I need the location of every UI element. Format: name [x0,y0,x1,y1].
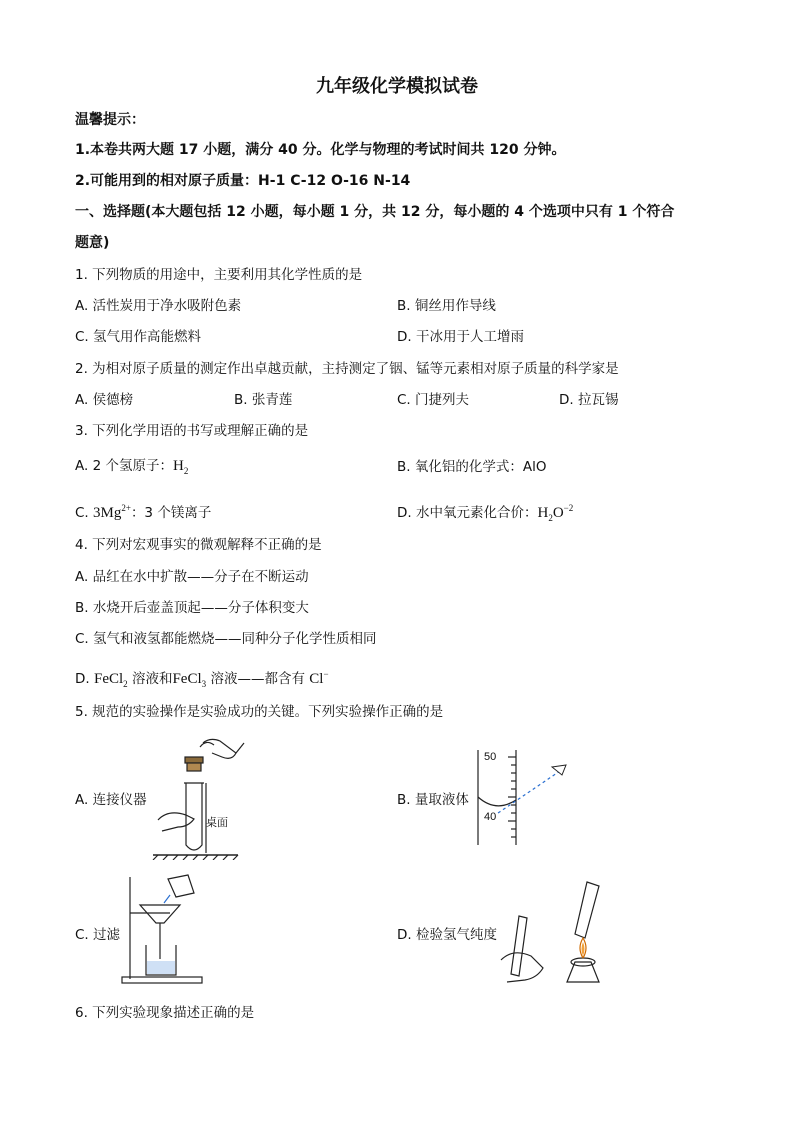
q4-option-a: A. 品红在水中扩散——分子在不断运动 [75,569,309,585]
figure-hydrogen-test [495,878,615,988]
q3-option-c: C. $3Mg^{2+}$：3 个镁离子 [75,503,212,521]
scale-label-top: 50 [484,751,497,763]
eye-icon [552,765,566,775]
q3-formula-h2: $H_2$ [172,458,189,476]
q5-option-c: C. 过滤 [75,927,121,943]
q2-option-d: D. 拉瓦锡 [559,392,619,408]
q4-stem: 4. 下列对宏观事实的微观解释不正确的是 [75,537,322,553]
notice-item-2: 2.可能用到的相对原子质量：H-1 C-12 O-16 N-14 [75,173,411,189]
scale-label-bottom: 40 [484,811,497,823]
figure-connect-apparatus [148,735,248,860]
q3-stem: 3. 下列化学用语的书写或理解正确的是 [75,423,309,439]
q4-option-d: D. FeCl$_2$ 溶液和FeCl$_3$ 溶液——都含有 Cl− [75,669,329,689]
q3-option-a [75,457,188,480]
q2-option-a: A. 侯德榜 [75,392,134,408]
q1-option-d: D. 干冰用于人工增雨 [397,329,524,345]
q3-option-a-text: A. 2 个氢原子： [75,458,173,474]
q6-stem: 6. 下列实验现象描述正确的是 [75,1005,255,1021]
q2-option-b: B. 张青莲 [234,392,293,408]
q5-option-a: A. 连接仪器 [75,792,147,808]
beaker-liquid [147,961,175,974]
q1-option-c: C. 氢气用作高能燃料 [75,329,202,345]
q2-stem: 2. 为相对原子质量的测定作出卓越贡献，主持测定了铟、锰等元素相对原子质量的科学家是 [75,361,619,377]
q3-option-d: D. 水中氧元素化合价：$H_2O^{-2}$ [397,503,574,523]
q3-option-b: B. 氧化铝的化学式：AlO [397,459,547,475]
q3-formula-mg: $3Mg^{2+}$ [93,503,131,521]
q4-option-b: B. 水烧开后壶盖顶起——分子体积变大 [75,600,309,616]
flame-icon [582,942,585,956]
figure-label-desk: 桌面 [206,816,228,829]
q5-stem: 5. 规范的实验操作是实验成功的关键。下列实验操作正确的是 [75,704,444,720]
notice-heading: 温馨提示： [75,112,145,128]
notice-item-1: 1.本卷共两大题 17 小题，满分 40 分。化学与物理的考试时间共 120 分钟。 [75,142,566,158]
q5-option-b: B. 量取液体 [397,792,469,808]
q1-option-a: A. 活性炭用于净水吸附色素 [75,298,242,314]
figure-filtration [120,873,210,985]
section-heading-line2: 题意) [75,235,110,251]
q5-option-d: D. 检验氢气纯度 [397,927,497,943]
q1-stem: 1. 下列物质的用途中，主要利用其化学性质的是 [75,267,363,283]
q4-option-c: C. 氢气和液氢都能燃烧——同种分子化学性质相同 [75,631,377,647]
page-title: 九年级化学模拟试卷 [316,76,478,97]
figure-measure-liquid [468,745,578,850]
q1-option-b: B. 铜丝用作导线 [397,298,496,314]
section-heading-line1: 一、选择题(本大题包括 12 小题，每小题 1 分，共 12 分，每小题的 4 个选项中只有 1 个符合 [75,204,675,220]
q2-option-c: C. 门捷列夫 [397,392,470,408]
q3-formula-h2o: $H_2O^{-2}$ [537,503,574,523]
